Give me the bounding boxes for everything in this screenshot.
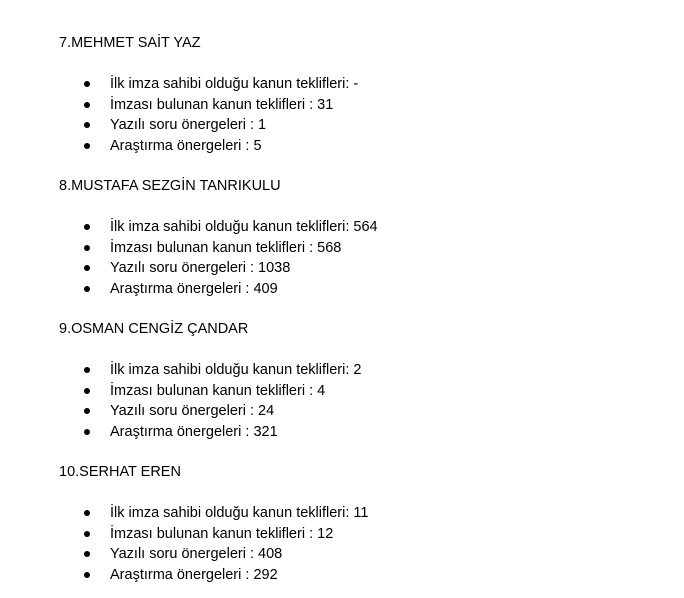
list-item bbox=[0, 382, 684, 403]
list-item-text: İlk imza sahibi olduğu kanun teklifleri: 11 bbox=[110, 505, 369, 521]
member-heading: 8.MUSTAFA SEZGİN TANRIKULU bbox=[59, 178, 281, 194]
bullet-icon bbox=[84, 367, 90, 373]
list-item bbox=[0, 239, 684, 260]
bullet-icon bbox=[84, 531, 90, 537]
bullet-icon bbox=[84, 143, 90, 149]
bullet-icon bbox=[84, 245, 90, 251]
list-item bbox=[0, 525, 684, 546]
bullet-icon bbox=[84, 388, 90, 394]
list-item-text: Araştırma önergeleri : 409 bbox=[110, 281, 278, 298]
list-item bbox=[0, 566, 684, 587]
stats-list bbox=[0, 504, 684, 587]
member-heading: 7.MEHMET SAİT YAZ bbox=[59, 35, 201, 51]
bullet-icon bbox=[84, 286, 90, 292]
list-item bbox=[0, 116, 684, 137]
list-item-text: Araştırma önergeleri : 292 bbox=[110, 567, 278, 584]
bullet-icon bbox=[84, 81, 90, 87]
list-item bbox=[0, 280, 684, 301]
bullet-icon bbox=[84, 572, 90, 578]
list-item bbox=[0, 96, 684, 117]
list-item-text: Araştırma önergeleri : 321 bbox=[110, 424, 278, 441]
stats-list bbox=[0, 361, 684, 444]
list-item-text: Yazılı soru önergeleri : 408 bbox=[110, 546, 283, 563]
bullet-icon bbox=[84, 429, 90, 435]
list-item-text: İlk imza sahibi olduğu kanun teklifleri: 564 bbox=[110, 219, 378, 235]
list-item bbox=[0, 259, 684, 280]
list-item-text: İmzası bulunan kanun teklifleri : 12 bbox=[110, 525, 334, 542]
stats-list bbox=[0, 75, 684, 158]
list-item bbox=[0, 75, 684, 96]
list-item bbox=[0, 545, 684, 566]
member-heading: 9.OSMAN CENGİZ ÇANDAR bbox=[59, 321, 249, 337]
list-item-text: İlk imza sahibi olduğu kanun teklifleri: 2 bbox=[110, 362, 362, 378]
bullet-icon bbox=[84, 551, 90, 557]
member-heading: 10.SERHAT EREN bbox=[59, 464, 181, 480]
list-item bbox=[0, 361, 684, 382]
list-item bbox=[0, 423, 684, 444]
list-item-text: Yazılı soru önergeleri : 1 bbox=[110, 117, 267, 134]
bullet-icon bbox=[84, 408, 90, 414]
list-item bbox=[0, 402, 684, 423]
list-item bbox=[0, 137, 684, 158]
list-item-text: Araştırma önergeleri : 5 bbox=[110, 138, 262, 155]
bullet-icon bbox=[84, 224, 90, 230]
list-item-text: Yazılı soru önergeleri : 24 bbox=[110, 403, 275, 420]
bullet-icon bbox=[84, 122, 90, 128]
list-item-text: Yazılı soru önergeleri : 1038 bbox=[110, 260, 291, 277]
bullet-icon bbox=[84, 265, 90, 271]
stats-list bbox=[0, 218, 684, 301]
list-item bbox=[0, 504, 684, 525]
list-item bbox=[0, 218, 684, 239]
list-item-text: İmzası bulunan kanun teklifleri : 4 bbox=[110, 382, 326, 399]
list-item-text: İmzası bulunan kanun teklifleri : 31 bbox=[110, 96, 334, 113]
bullet-icon bbox=[84, 510, 90, 516]
bullet-icon bbox=[84, 102, 90, 108]
list-item-text: İmzası bulunan kanun teklifleri : 568 bbox=[110, 239, 342, 256]
list-item-text: İlk imza sahibi olduğu kanun teklifleri: - bbox=[110, 76, 359, 92]
